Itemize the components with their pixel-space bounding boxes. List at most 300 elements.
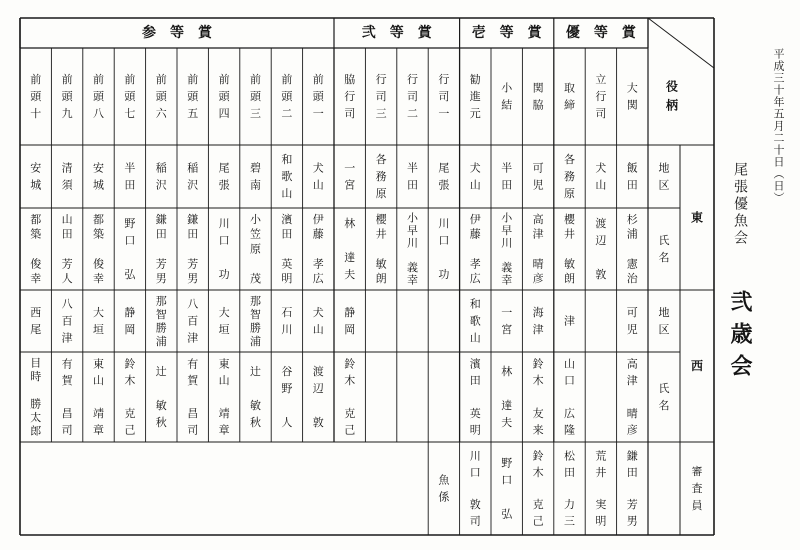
- svg-text:前: 前: [124, 72, 136, 86]
- svg-text:敏: 敏: [375, 257, 387, 271]
- svg-text:野: 野: [281, 381, 293, 395]
- svg-text:鎌: 鎌: [626, 449, 638, 463]
- svg-text:和: 和: [469, 297, 481, 311]
- east-name-19: [62, 213, 73, 285]
- svg-text:田: 田: [407, 178, 418, 192]
- svg-text:野: 野: [501, 456, 513, 470]
- svg-text:元: 元: [469, 107, 481, 121]
- svg-text:浦: 浦: [250, 334, 261, 348]
- svg-text:津: 津: [532, 323, 544, 337]
- svg-text:原: 原: [250, 242, 261, 256]
- svg-text:岡: 岡: [344, 323, 356, 337]
- svg-text:男: 男: [187, 272, 199, 286]
- west-name-1: [627, 357, 638, 437]
- svg-text:大: 大: [93, 305, 104, 319]
- svg-text:取: 取: [564, 81, 575, 95]
- svg-text:靖: 靖: [93, 406, 104, 420]
- svg-text:口: 口: [124, 233, 136, 247]
- svg-text:林: 林: [344, 216, 356, 230]
- svg-text:頭: 頭: [155, 90, 167, 103]
- svg-text:藤: 藤: [312, 227, 324, 241]
- west-area-6: [470, 297, 481, 344]
- svg-text:達: 達: [344, 251, 356, 265]
- judge-1: [627, 449, 638, 528]
- svg-text:八: 八: [93, 107, 104, 121]
- svg-text:山: 山: [218, 374, 230, 388]
- east-area-13: [250, 160, 261, 191]
- svg-text:弘: 弘: [124, 268, 136, 282]
- svg-text:山: 山: [312, 323, 324, 337]
- svg-text:司: 司: [595, 107, 607, 121]
- svg-text:口: 口: [469, 465, 481, 479]
- svg-text:己: 己: [344, 423, 356, 437]
- label-east-area: [659, 160, 670, 191]
- svg-text:伊: 伊: [312, 212, 324, 226]
- svg-text:司: 司: [469, 514, 481, 528]
- svg-text:司: 司: [438, 90, 450, 103]
- svg-text:津: 津: [61, 331, 73, 345]
- svg-text:己: 己: [124, 423, 136, 437]
- east-name-8: [407, 211, 419, 287]
- svg-text:務: 務: [564, 170, 575, 183]
- svg-text:高: 高: [626, 357, 638, 371]
- svg-text:晴: 晴: [532, 257, 544, 271]
- svg-text:一: 一: [501, 305, 513, 319]
- svg-text:野: 野: [124, 216, 136, 230]
- svg-text:築: 築: [93, 227, 104, 241]
- west-name-5: [501, 364, 512, 429]
- svg-text:役: 役: [665, 79, 679, 94]
- rank-6: [470, 72, 481, 120]
- svg-text:幸: 幸: [407, 273, 418, 287]
- svg-text:都: 都: [93, 212, 104, 226]
- svg-text:田: 田: [281, 227, 293, 241]
- svg-text:二: 二: [281, 107, 293, 121]
- svg-text:谷: 谷: [281, 364, 293, 378]
- svg-text:静: 静: [124, 305, 136, 319]
- judge-2: [595, 449, 606, 528]
- rank-10: [344, 73, 355, 120]
- svg-text:頭: 頭: [250, 90, 261, 103]
- svg-text:時: 時: [30, 370, 42, 383]
- svg-text:濱: 濱: [281, 212, 293, 226]
- svg-text:辺: 辺: [312, 381, 324, 395]
- rank-12: [281, 72, 293, 120]
- header-group3: 参 等 賞: [142, 25, 212, 41]
- svg-text:行: 行: [438, 72, 450, 86]
- svg-text:締: 締: [564, 98, 575, 112]
- rank-14: [219, 72, 231, 120]
- east-name-15: [187, 212, 198, 285]
- svg-text:田: 田: [626, 465, 638, 479]
- svg-text:前: 前: [61, 72, 73, 86]
- label-east: [691, 210, 703, 225]
- west-area-1: [627, 306, 638, 336]
- svg-text:頭: 頭: [124, 90, 136, 103]
- east-name-11: [313, 213, 324, 285]
- svg-text:城: 城: [93, 178, 104, 192]
- svg-text:地: 地: [658, 161, 670, 175]
- svg-text:賀: 賀: [187, 374, 199, 388]
- svg-text:靖: 靖: [218, 406, 230, 420]
- svg-text:稲: 稲: [187, 161, 199, 175]
- svg-text:名: 名: [658, 251, 670, 265]
- svg-text:杉: 杉: [626, 212, 638, 226]
- svg-text:川: 川: [501, 236, 513, 250]
- svg-text:川: 川: [218, 216, 230, 230]
- east-area-1: [627, 161, 638, 191]
- west-name-15: [187, 358, 199, 437]
- east-area-17: [124, 160, 135, 191]
- svg-text:尾: 尾: [30, 323, 42, 337]
- svg-text:津: 津: [532, 227, 544, 241]
- svg-text:審: 審: [691, 464, 703, 478]
- west-name-6: [470, 357, 482, 437]
- svg-text:木: 木: [532, 374, 544, 388]
- svg-text:脇: 脇: [532, 98, 544, 112]
- svg-text:前: 前: [155, 72, 167, 86]
- svg-text:智: 智: [250, 307, 261, 321]
- rank-19: [62, 72, 74, 120]
- svg-text:東: 東: [93, 357, 104, 371]
- header-yusho: 優 等 賞: [565, 25, 636, 41]
- svg-text:区: 区: [658, 323, 670, 337]
- svg-text:西: 西: [30, 305, 42, 319]
- svg-text:原: 原: [564, 187, 575, 201]
- svg-text:弘: 弘: [501, 507, 513, 521]
- svg-text:東: 東: [218, 357, 230, 371]
- svg-text:安: 安: [93, 161, 104, 175]
- svg-text:小: 小: [501, 211, 513, 225]
- svg-text:百: 百: [187, 314, 199, 328]
- svg-text:木: 木: [344, 374, 356, 388]
- svg-text:人: 人: [281, 416, 293, 430]
- label-yakugara: [665, 79, 678, 113]
- svg-text:智: 智: [155, 307, 167, 321]
- svg-text:勝: 勝: [30, 397, 42, 411]
- svg-text:朗: 朗: [375, 272, 387, 286]
- svg-text:林: 林: [501, 364, 513, 378]
- east-name-6: [470, 213, 481, 285]
- svg-text:那: 那: [250, 294, 261, 308]
- svg-text:頭: 頭: [187, 90, 199, 103]
- svg-text:結: 結: [501, 98, 513, 112]
- svg-text:都: 都: [30, 212, 42, 226]
- svg-text:尾: 尾: [218, 161, 230, 175]
- west-name-4: [533, 357, 544, 437]
- svg-text:鈴: 鈴: [344, 357, 356, 371]
- svg-text:百: 百: [61, 314, 73, 328]
- east-area-8: [407, 160, 418, 191]
- judge-5: [501, 456, 513, 520]
- rank-15: [187, 72, 199, 120]
- svg-text:辻: 辻: [250, 364, 261, 378]
- svg-text:明: 明: [281, 272, 293, 286]
- west-area-12: [281, 306, 292, 336]
- east-name-20: [30, 212, 41, 285]
- east-name-7: [438, 217, 449, 281]
- svg-text:浦: 浦: [155, 334, 167, 348]
- svg-text:氏: 氏: [658, 381, 670, 395]
- svg-text:山: 山: [61, 212, 73, 226]
- east-area-5: [501, 160, 512, 191]
- svg-text:関: 関: [626, 98, 638, 112]
- svg-text:犬: 犬: [312, 161, 324, 175]
- east-name-12: [281, 212, 293, 285]
- east-name-5: [501, 211, 513, 287]
- svg-text:前: 前: [281, 72, 293, 86]
- svg-text:頭: 頭: [30, 90, 42, 103]
- svg-text:濱: 濱: [469, 357, 481, 371]
- svg-text:児: 児: [626, 323, 638, 337]
- header-group2: 弐 等 賞: [361, 25, 432, 41]
- svg-text:八: 八: [187, 297, 199, 311]
- rank-7: [438, 73, 449, 120]
- svg-text:山: 山: [469, 331, 481, 345]
- svg-text:達: 達: [501, 399, 513, 413]
- svg-text:歌: 歌: [469, 314, 481, 328]
- svg-text:渡: 渡: [595, 216, 607, 230]
- svg-text:昌: 昌: [187, 406, 199, 420]
- svg-text:浦: 浦: [626, 227, 638, 241]
- svg-text:友: 友: [532, 406, 544, 420]
- svg-text:九: 九: [61, 107, 73, 121]
- svg-text:川: 川: [469, 449, 481, 463]
- rank-9: [376, 73, 387, 120]
- svg-text:川: 川: [281, 323, 293, 337]
- label-uogakari: [438, 472, 450, 503]
- svg-text:鈴: 鈴: [532, 449, 544, 463]
- svg-text:半: 半: [124, 161, 136, 175]
- svg-text:男: 男: [626, 514, 638, 528]
- svg-text:櫻: 櫻: [375, 212, 387, 226]
- svg-text:尾: 尾: [438, 161, 450, 175]
- svg-text:敏: 敏: [564, 257, 575, 271]
- svg-text:治: 治: [626, 272, 638, 286]
- svg-text:行: 行: [344, 90, 356, 103]
- svg-text:章: 章: [93, 423, 104, 437]
- svg-text:小: 小: [501, 81, 513, 95]
- svg-text:英: 英: [469, 406, 481, 420]
- svg-text:安: 安: [30, 161, 42, 175]
- svg-text:半: 半: [407, 161, 418, 175]
- rank-13: [250, 72, 262, 120]
- svg-text:克: 克: [532, 498, 544, 512]
- svg-text:田: 田: [626, 178, 638, 192]
- svg-text:克: 克: [344, 406, 356, 420]
- east-area-4: [533, 161, 544, 191]
- svg-text:敦: 敦: [469, 498, 481, 512]
- svg-text:口: 口: [564, 374, 575, 388]
- west-name-19: [62, 358, 74, 437]
- svg-text:六: 六: [155, 107, 167, 121]
- svg-text:秋: 秋: [155, 416, 167, 430]
- svg-text:垣: 垣: [218, 323, 230, 337]
- svg-text:張: 張: [218, 178, 230, 192]
- svg-text:司: 司: [375, 90, 387, 103]
- svg-text:賀: 賀: [61, 374, 73, 388]
- svg-text:鎌: 鎌: [187, 212, 199, 226]
- svg-text:章: 章: [218, 423, 230, 437]
- rank-8: [407, 73, 418, 120]
- svg-text:宮: 宮: [344, 178, 356, 192]
- svg-text:大: 大: [626, 81, 638, 95]
- event-date: 平成三十年五月二十日（日）: [772, 48, 785, 204]
- svg-text:十: 十: [30, 107, 42, 121]
- svg-text:岡: 岡: [124, 323, 136, 337]
- svg-text:鈴: 鈴: [532, 357, 544, 371]
- east-name-17: [124, 217, 136, 281]
- svg-text:津: 津: [187, 331, 199, 345]
- svg-text:彦: 彦: [532, 272, 544, 286]
- svg-text:孝: 孝: [469, 257, 481, 271]
- west-name-16: [156, 364, 167, 429]
- svg-text:川: 川: [407, 236, 418, 250]
- svg-text:有: 有: [187, 357, 199, 371]
- rank-1: [627, 80, 638, 111]
- svg-text:可: 可: [532, 161, 544, 175]
- svg-text:和: 和: [281, 152, 293, 166]
- svg-text:男: 男: [155, 272, 167, 286]
- svg-text:義: 義: [501, 261, 513, 274]
- svg-text:三: 三: [375, 107, 387, 121]
- svg-text:犬: 犬: [595, 161, 607, 175]
- svg-text:幸: 幸: [30, 272, 42, 286]
- svg-text:朗: 朗: [564, 272, 575, 286]
- svg-text:区: 区: [658, 178, 670, 192]
- svg-text:夫: 夫: [344, 268, 356, 282]
- svg-text:可: 可: [626, 305, 638, 319]
- svg-text:荒: 荒: [595, 449, 607, 463]
- svg-text:実: 実: [595, 498, 607, 512]
- svg-text:昌: 昌: [61, 406, 73, 420]
- svg-text:敏: 敏: [155, 399, 167, 413]
- svg-text:井: 井: [375, 227, 387, 241]
- west-area-10: [344, 305, 355, 336]
- svg-text:前: 前: [93, 72, 104, 86]
- svg-text:那: 那: [155, 294, 167, 308]
- svg-text:人: 人: [61, 272, 73, 286]
- east-area-19: [62, 160, 73, 191]
- east-area-6: [470, 160, 481, 191]
- rank-3: [564, 81, 575, 111]
- svg-text:敦: 敦: [312, 416, 324, 430]
- svg-text:津: 津: [626, 374, 638, 388]
- svg-text:一: 一: [312, 107, 324, 121]
- svg-text:有: 有: [61, 357, 73, 371]
- svg-text:孝: 孝: [312, 257, 324, 271]
- svg-text:各: 各: [564, 152, 575, 166]
- svg-text:早: 早: [407, 224, 418, 237]
- svg-text:前: 前: [30, 72, 42, 86]
- east-area-2: [595, 160, 606, 191]
- east-name-2: [595, 216, 606, 281]
- svg-text:山: 山: [93, 374, 104, 388]
- svg-text:小: 小: [250, 212, 261, 226]
- svg-text:静: 静: [344, 305, 356, 319]
- east-area-7: [438, 161, 449, 191]
- header-group1: 壱 等 賞: [471, 25, 542, 41]
- west-area-4: [533, 305, 544, 336]
- rank-4: [533, 81, 544, 111]
- svg-text:半: 半: [501, 161, 513, 175]
- svg-text:飯: 飯: [626, 161, 638, 175]
- rank-11: [313, 72, 325, 120]
- svg-text:芳: 芳: [61, 257, 73, 271]
- svg-text:魚: 魚: [438, 473, 450, 487]
- svg-text:勝: 勝: [155, 321, 167, 335]
- svg-text:勝: 勝: [250, 321, 261, 335]
- east-name-4: [533, 212, 544, 285]
- svg-text:小: 小: [407, 211, 418, 225]
- svg-text:木: 木: [124, 374, 136, 388]
- west-name-14: [219, 358, 230, 437]
- svg-text:前: 前: [250, 72, 261, 86]
- east-name-1: [627, 212, 639, 285]
- svg-text:藤: 藤: [469, 227, 481, 241]
- svg-text:克: 克: [124, 406, 136, 420]
- svg-text:査: 査: [691, 482, 703, 495]
- label-east-name: [659, 234, 670, 264]
- svg-text:木: 木: [532, 465, 544, 479]
- svg-text:須: 須: [61, 178, 73, 192]
- west-name-12: [281, 365, 292, 429]
- organization-name: 尾張優魚会: [732, 162, 748, 247]
- svg-text:晴: 晴: [626, 406, 638, 420]
- svg-text:三: 三: [250, 107, 261, 121]
- east-name-10: [344, 216, 355, 281]
- svg-text:関: 関: [532, 81, 544, 95]
- svg-text:俊: 俊: [30, 257, 42, 271]
- svg-text:英: 英: [281, 257, 293, 271]
- svg-text:勧: 勧: [469, 72, 481, 86]
- svg-text:津: 津: [564, 314, 575, 328]
- svg-text:頭: 頭: [312, 90, 324, 103]
- svg-text:稲: 稲: [155, 161, 167, 175]
- svg-text:石: 石: [281, 305, 293, 319]
- svg-text:義: 義: [407, 261, 418, 274]
- rank-17: [124, 72, 136, 120]
- svg-text:山: 山: [469, 178, 481, 192]
- svg-text:明: 明: [469, 423, 481, 437]
- svg-text:一: 一: [344, 161, 356, 175]
- svg-text:係: 係: [438, 490, 450, 504]
- svg-text:山: 山: [281, 187, 293, 201]
- svg-text:員: 員: [691, 499, 703, 513]
- svg-text:司: 司: [187, 423, 199, 437]
- svg-text:東: 東: [690, 210, 704, 225]
- svg-text:頭: 頭: [61, 90, 73, 103]
- svg-text:頭: 頭: [218, 90, 230, 103]
- west-area-19: [62, 297, 73, 344]
- west-area-13: [250, 294, 261, 348]
- svg-text:櫻: 櫻: [564, 212, 575, 226]
- east-area-16: [156, 161, 167, 191]
- label-west-name: [659, 382, 670, 412]
- svg-text:沢: 沢: [155, 178, 167, 192]
- east-area-18: [93, 160, 104, 191]
- svg-text:渡: 渡: [312, 364, 324, 378]
- svg-text:碧: 碧: [250, 161, 261, 175]
- svg-text:芳: 芳: [155, 257, 167, 271]
- svg-text:地: 地: [658, 305, 670, 319]
- svg-text:司: 司: [61, 423, 73, 437]
- west-area-5: [501, 306, 512, 336]
- svg-text:行: 行: [595, 90, 607, 103]
- svg-text:氏: 氏: [658, 233, 670, 247]
- west-area-14: [219, 305, 230, 336]
- svg-text:太: 太: [30, 411, 42, 424]
